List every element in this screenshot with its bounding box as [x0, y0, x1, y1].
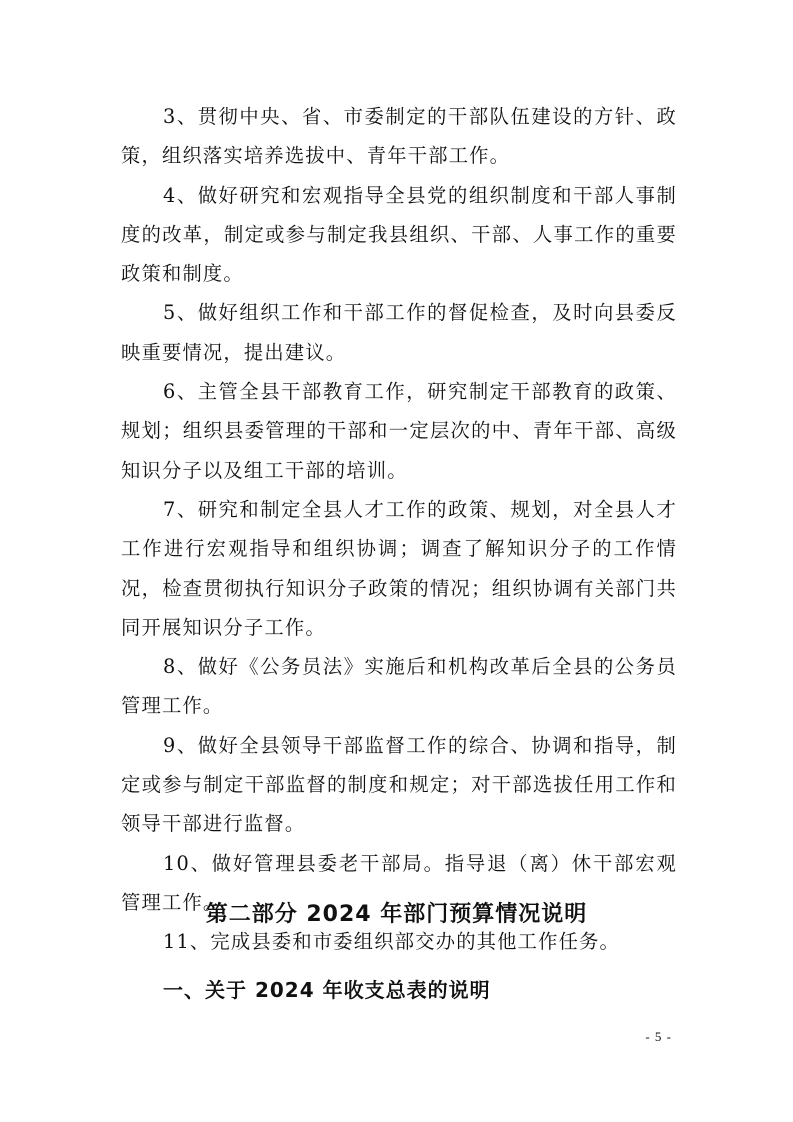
body-text [121, 97, 677, 962]
part-heading: 第二部分 2024 年部门预算情况说明 [205, 902, 588, 927]
paragraph-item-6: 6、主管全县干部教育工作，研究制定干部教育的政策、规划；组织县委管理的干部和一定层次的中、青年干部、高级知识分子以及组工干部的培训。 [121, 380, 677, 482]
paragraph-item-7: 7、研究和制定全县人才工作的政策、规划，对全县人才工作进行宏观指导和组织协调；调查了解知识分子的工作情况，检查贯彻执行知识分子政策的情况；组织协调有关部门共同开展知识分子工作。 [121, 497, 677, 639]
paragraph-item-5: 5、做好组织工作和干部工作的督促检查，及时向县委反映重要情况，提出建议。 [121, 301, 677, 364]
page-number: - 5 - [645, 1029, 672, 1044]
paragraph-item-10: 10、做好管理县委老干部局。指导退（离）休干部宏观管理工作。 [121, 851, 677, 914]
paragraph-item-4: 4、做好研究和宏观指导全县党的组织制度和干部人事制度的改革，制定或参与制定我县组织、干部、人事工作的重要政策和制度。 [121, 183, 677, 286]
section-heading: 一、关于 2024 年收支总表的说明 [163, 978, 491, 1002]
paragraph-item-11: 11、完成县委和市委组织部交办的其他工作任务。 [163, 930, 621, 954]
paragraph-item-9: 9、做好全县领导干部监督工作的综合、协调和指导，制定或参与制定干部监督的制度和规定；对干部选拔任用工作和领导干部进行监督。 [121, 733, 677, 836]
paragraph-item-3: 3、贯彻中央、省、市委制定的干部队伍建设的方针、政策，组织落实培养选拔中、青年干部工作。 [121, 105, 677, 168]
paragraph-item-8: 8、做好《公务员法》实施后和机构改革后全县的公务员管理工作。 [121, 655, 677, 718]
